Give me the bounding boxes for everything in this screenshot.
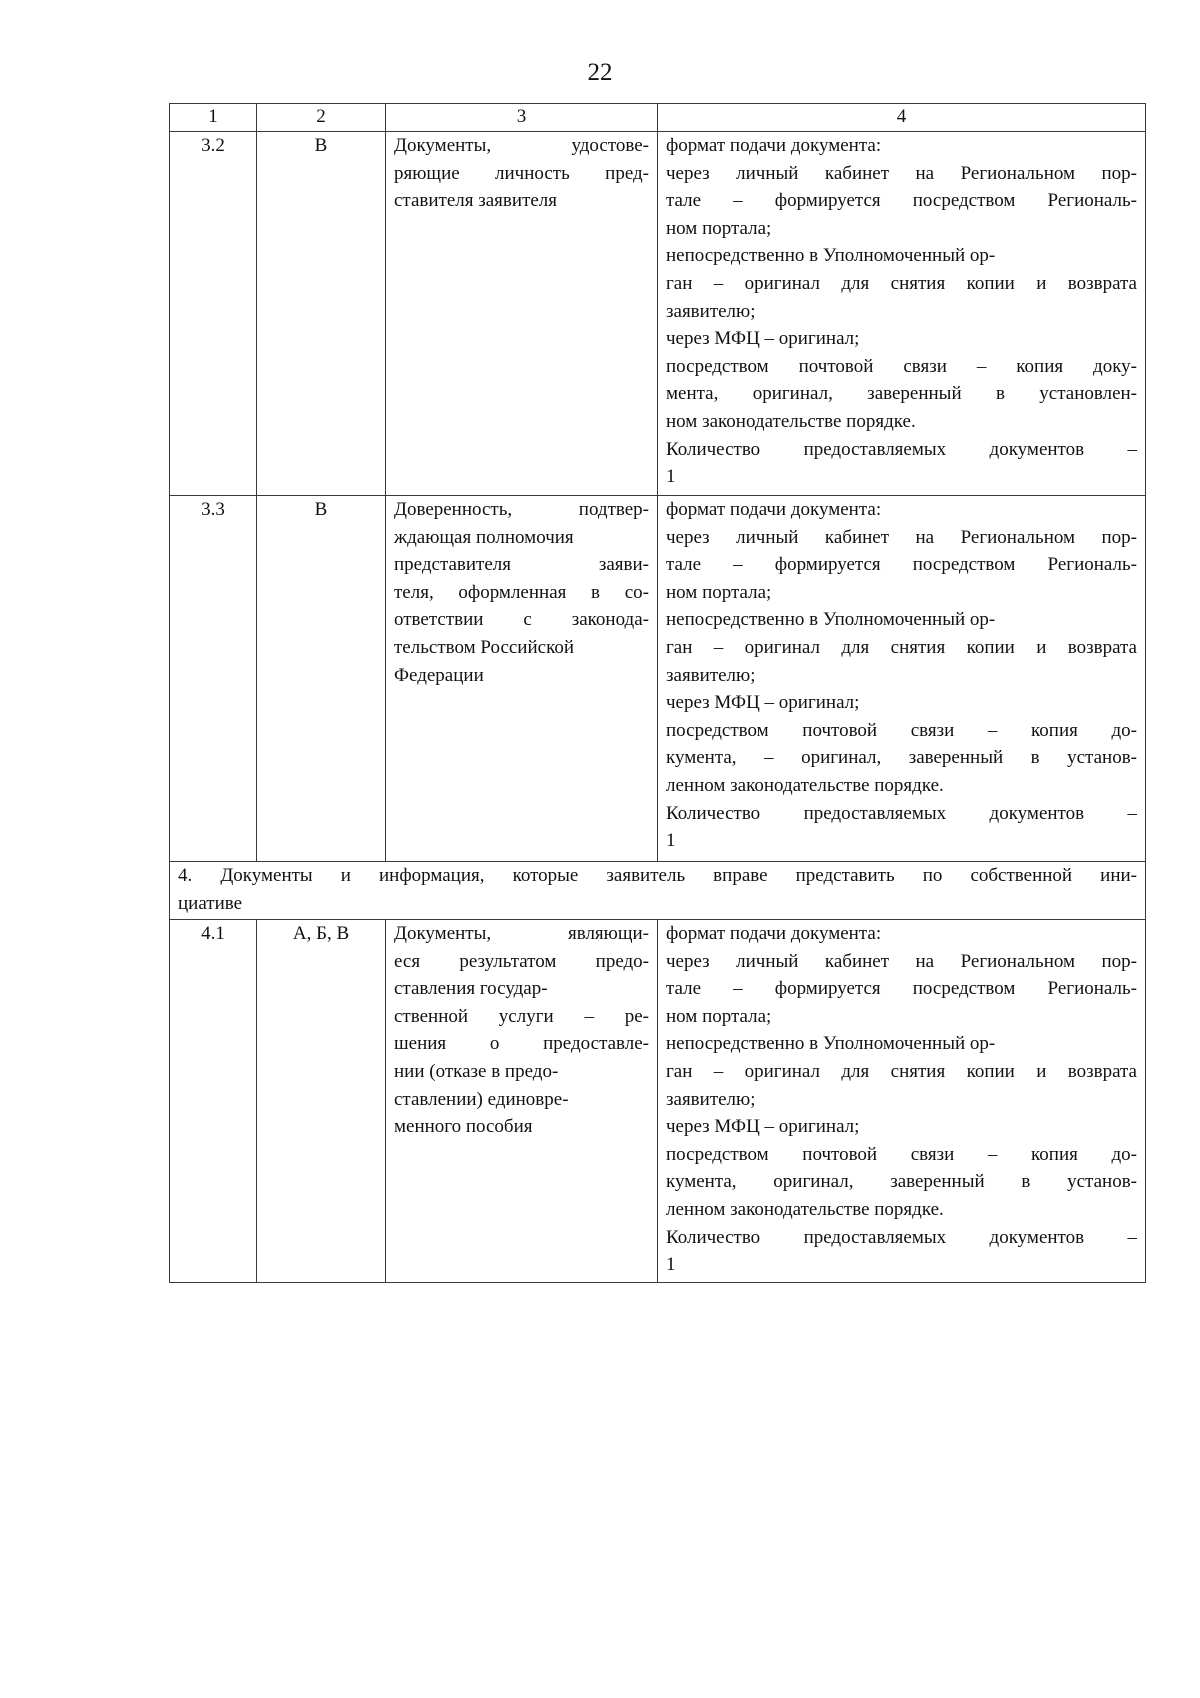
text-line: ган – оригинал для снятия копии и возврата [666, 1060, 1137, 1082]
row-number-cell: 3.2 [170, 132, 257, 496]
text-line: формат подачи документа: [666, 135, 882, 156]
text-line: 1 [666, 466, 676, 488]
section-4-heading [170, 862, 1146, 920]
text-line: ном портала; [666, 1005, 772, 1027]
text-line: ставлении) единовре- [394, 1088, 569, 1110]
text-line: непосредственно в Уполномоченный ор- [666, 609, 996, 631]
text-line: ждающая полномочия [394, 526, 574, 548]
text-line: Количество предоставляемых документов – [666, 438, 1137, 460]
text-line: через МФЦ – оригинал; [666, 328, 860, 350]
table-row [170, 132, 1146, 496]
text-line: заявителю; [666, 1088, 756, 1110]
text-line: менного пособия [394, 1116, 533, 1138]
text-line: Федерации [394, 664, 484, 686]
column-number-3: 3 [386, 104, 658, 132]
column-number-4: 4 [658, 104, 1146, 132]
documents-table [169, 103, 1146, 1283]
category-cell: А, Б, В [257, 920, 386, 1283]
text-line: посредством почтовой связи – копия до- [666, 1143, 1137, 1165]
text-line: шения о предоставле- [394, 1033, 649, 1055]
document-name-cell [386, 496, 658, 862]
table-row [170, 920, 1146, 1283]
text-line: еся результатом предо- [394, 950, 649, 972]
text-line: формат подачи документа: [666, 499, 882, 520]
text-line: ставителя заявителя [394, 190, 558, 212]
text-line: через личный кабинет на Региональном пор- [666, 162, 1137, 184]
text-line: тале – формируется посредством Региональ- [666, 978, 1137, 1000]
category-cell: В [257, 132, 386, 496]
table-header-row [170, 104, 1146, 132]
submission-format-cell [658, 132, 1146, 496]
text-line: через личный кабинет на Региональном пор- [666, 526, 1137, 548]
text-line: посредством почтовой связи – копия до- [666, 719, 1137, 741]
text-line: непосредственно в Уполномоченный ор- [666, 1033, 996, 1055]
text-line: ган – оригинал для снятия копии и возврата [666, 636, 1137, 658]
text-line: нии (отказе в предо- [394, 1060, 559, 1082]
text-line: ном портала; [666, 217, 772, 239]
text-line: ленном законодательстве порядке. [666, 1198, 944, 1220]
column-number-1: 1 [170, 104, 257, 132]
text-line: посредством почтовой связи – копия доку- [666, 355, 1137, 377]
row-number-cell: 4.1 [170, 920, 257, 1283]
text-line: непосредственно в Уполномоченный ор- [666, 245, 996, 267]
text-line: представителя заяви- [394, 554, 649, 576]
text-line: заявителю; [666, 664, 756, 686]
document-name-cell [386, 132, 658, 496]
column-number-2: 2 [257, 104, 386, 132]
text-line: Документы, являющи- [394, 923, 649, 944]
page-number: 22 [587, 59, 613, 86]
text-line: ответствии с законода- [394, 609, 649, 631]
submission-format-cell [658, 920, 1146, 1283]
text-line: Количество предоставляемых документов – [666, 802, 1137, 824]
text-line: 1 [666, 1254, 676, 1276]
text-line: 1 [666, 830, 676, 852]
table-row [170, 496, 1146, 862]
text-line: тале – формируется посредством Региональ- [666, 190, 1137, 212]
text-line: ган – оригинал для снятия копии и возврата [666, 272, 1137, 294]
text-line: кумента, оригинал, заверенный в установ- [666, 1171, 1137, 1193]
text-line: через МФЦ – оригинал; [666, 1116, 860, 1138]
text-line: ном законодательстве порядке. [666, 410, 916, 432]
text-line: ленном законодательстве порядке. [666, 774, 944, 796]
text-line: кумента, – оригинал, заверенный в установ- [666, 747, 1137, 769]
text-line: 4. Документы и информация, которые заявитель вправе представить по собственной ини- [178, 865, 1137, 886]
text-line: циативе [178, 892, 243, 914]
section-heading-row [170, 862, 1146, 920]
text-line: заявителю; [666, 300, 756, 322]
text-line: ряющие личность пред- [394, 162, 649, 184]
text-line: тельством Российской [394, 636, 575, 658]
category-cell: В [257, 496, 386, 862]
text-line: тале – формируется посредством Региональ- [666, 554, 1137, 576]
document-name-cell [386, 920, 658, 1283]
text-line: Документы, удостове- [394, 135, 649, 156]
text-line: ном портала; [666, 581, 772, 603]
text-line: мента, оригинал, заверенный в установлен- [666, 383, 1137, 405]
text-line: ственной услуги – ре- [394, 1005, 649, 1027]
submission-format-cell [658, 496, 1146, 862]
text-line: через личный кабинет на Региональном пор- [666, 950, 1137, 972]
row-number-cell: 3.3 [170, 496, 257, 862]
text-line: Количество предоставляемых документов – [666, 1226, 1137, 1248]
text-line: Доверенность, подтвер- [394, 499, 649, 520]
text-line: формат подачи документа: [666, 923, 882, 944]
text-line: через МФЦ – оригинал; [666, 692, 860, 714]
text-line: теля, оформленная в со- [394, 581, 649, 603]
text-line: ставления государ- [394, 978, 548, 1000]
